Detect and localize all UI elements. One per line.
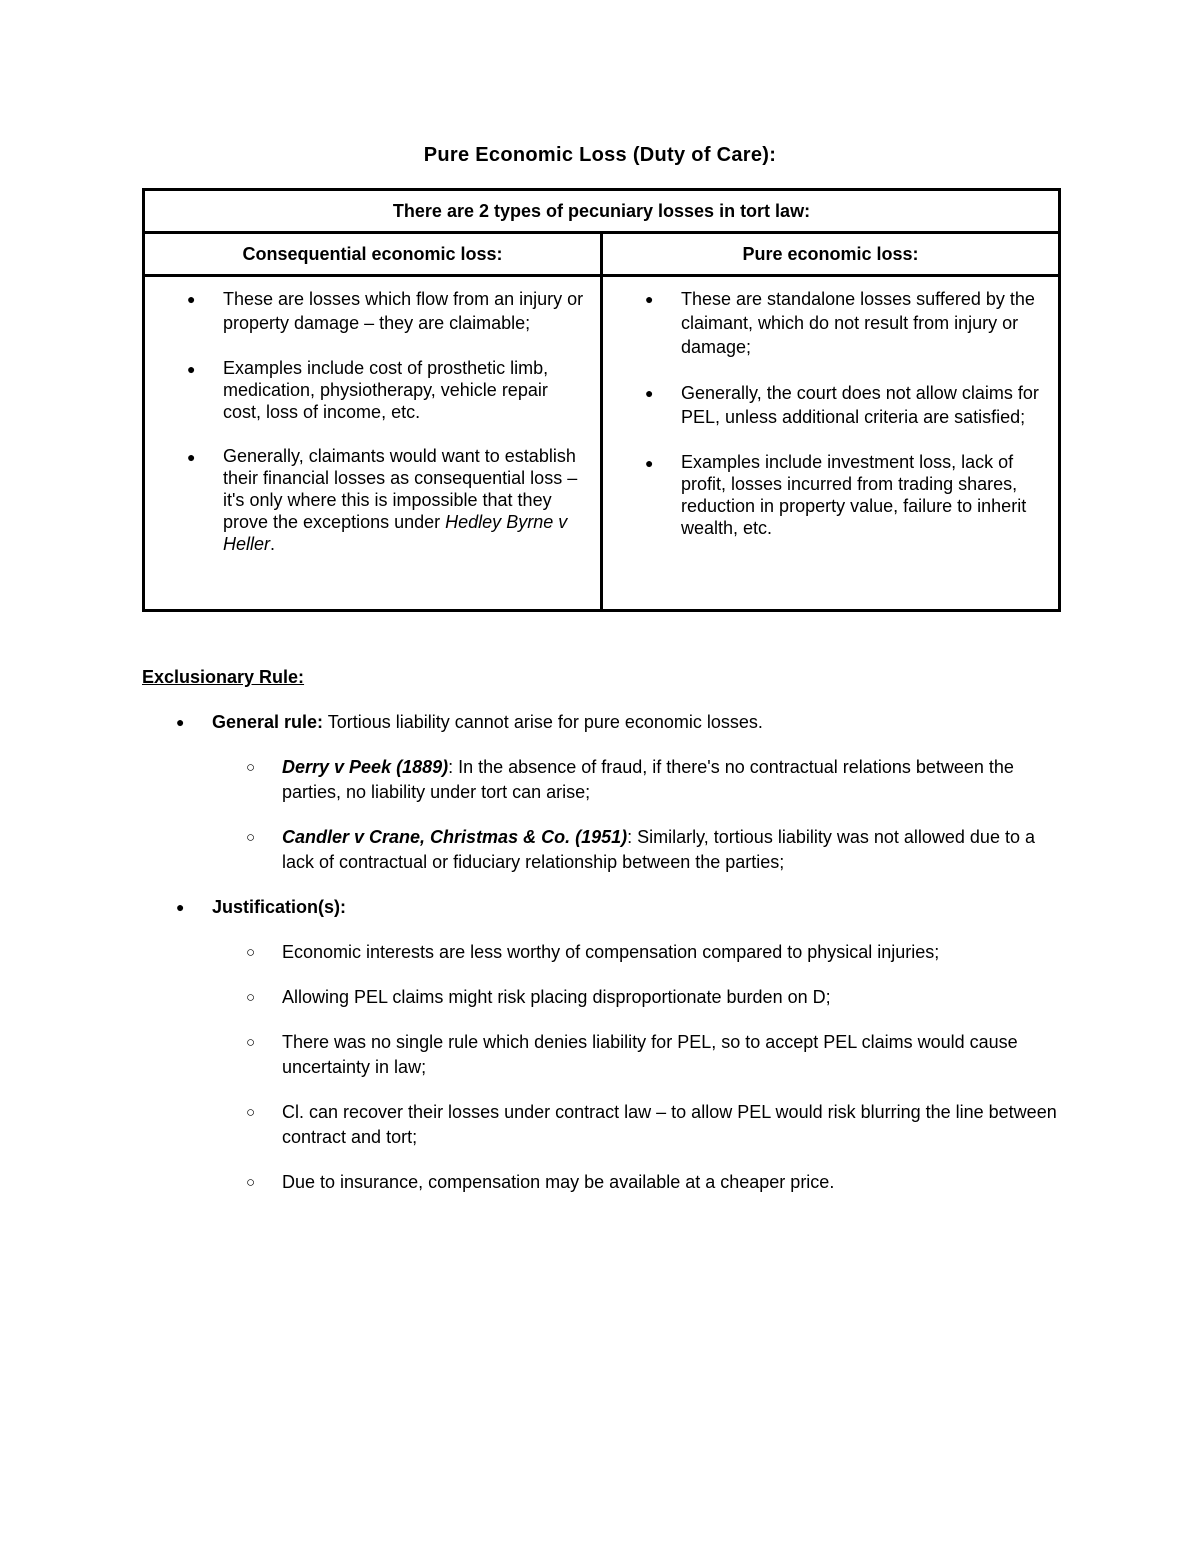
bullet-icon: ● [645,385,654,401]
hollow-bullet-icon: ○ [246,1034,256,1051]
list-item: ● Examples include investment loss, lack of profit, losses incurred from trading shares, reduction in property value, failure to inherit wealth, etc. [645,452,1027,538]
justification-item: ○ Economic interests are less worthy of compensation compared to physical injuries; [142,940,1062,965]
bullet-icon: ● [645,455,654,471]
bullet-icon: ● [645,291,654,307]
hollow-bullet-icon: ○ [246,1104,256,1121]
justification-item: ○ Due to insurance, compensation may be available at a cheaper price. [142,1170,1062,1195]
justifications-item: ● Justification(s): [142,895,1062,920]
consequential-loss-list [145,277,600,555]
case-name: Candler v Crane, Christmas & Co. (1951) [282,827,628,847]
list-item: ● Examples include cost of prosthetic limb, medication, physiotherapy, vehicle repair cost, loss of income, etc. [187,358,549,422]
pure-loss-cell [602,276,1060,611]
case-item: ○ Candler v Crane, Christmas & Co. (1951): Similarly, tortious liability was not allowed due to a lack of contractual or fiduciary relationship between the parties; [246,827,1035,872]
bullet-icon: ● [176,714,185,730]
list-item: ● These are standalone losses suffered by the claimant, which do not result from injury or damage; [645,289,1035,357]
justification-item: ○ There was no single rule which denies liability for PEL, so to accept PEL claims would cause uncertainty in law; [246,1032,1018,1077]
hollow-bullet-icon: ○ [246,944,256,961]
pure-loss-heading: Pure economic loss: [602,233,1060,276]
list-item: ● Generally, claimants would want to establish their financial losses as consequential loss – it's only where this is impossible that they prove the exceptions under Hedley Byrne v Heller. [187,446,578,554]
bullet-icon: ● [187,449,196,465]
case-name: Derry v Peek (1889) [282,757,449,777]
pure-loss-list [603,277,1058,539]
table-header: There are 2 types of pecuniary losses in tort law: [144,190,1060,233]
bullet-icon: ● [187,291,196,307]
justification-item: ○ Cl. can recover their losses under contract law – to allow PEL would risk blurring the line between contract and tort; [246,1102,1057,1147]
hollow-bullet-icon: ○ [246,1174,256,1191]
page-title: Pure Economic Loss (Duty of Care): [423,144,777,166]
general-rule-item: ● General rule: Tortious liability cannot arise for pure economic losses. [142,710,1062,735]
justification-item: ○ Allowing PEL claims might risk placing disproportionate burden on D; [142,985,1062,1010]
bullet-icon: ● [187,361,196,377]
hollow-bullet-icon: ○ [246,759,256,776]
loss-types-table [142,188,1061,612]
hollow-bullet-icon: ○ [246,989,256,1006]
bullet-icon: ● [176,899,185,915]
hollow-bullet-icon: ○ [246,829,256,846]
list-item: ● These are losses which flow from an injury or property damage – they are claimable; [187,289,584,333]
consequential-loss-cell [144,276,602,611]
list-item: ● Generally, the court does not allow claims for PEL, unless additional criteria are satisfied; [645,383,1039,427]
exclusionary-rule-heading: Exclusionary Rule: [142,667,305,687]
case-item: ○ Derry v Peek (1889): In the absence of fraud, if there's no contractual relations between the parties, no liability under tort can arise; [246,757,1014,802]
consequential-loss-heading: Consequential economic loss: [144,233,602,276]
exclusionary-rule-list [142,710,1062,1215]
case-reference: Hedley Byrne v Heller [223,512,568,554]
